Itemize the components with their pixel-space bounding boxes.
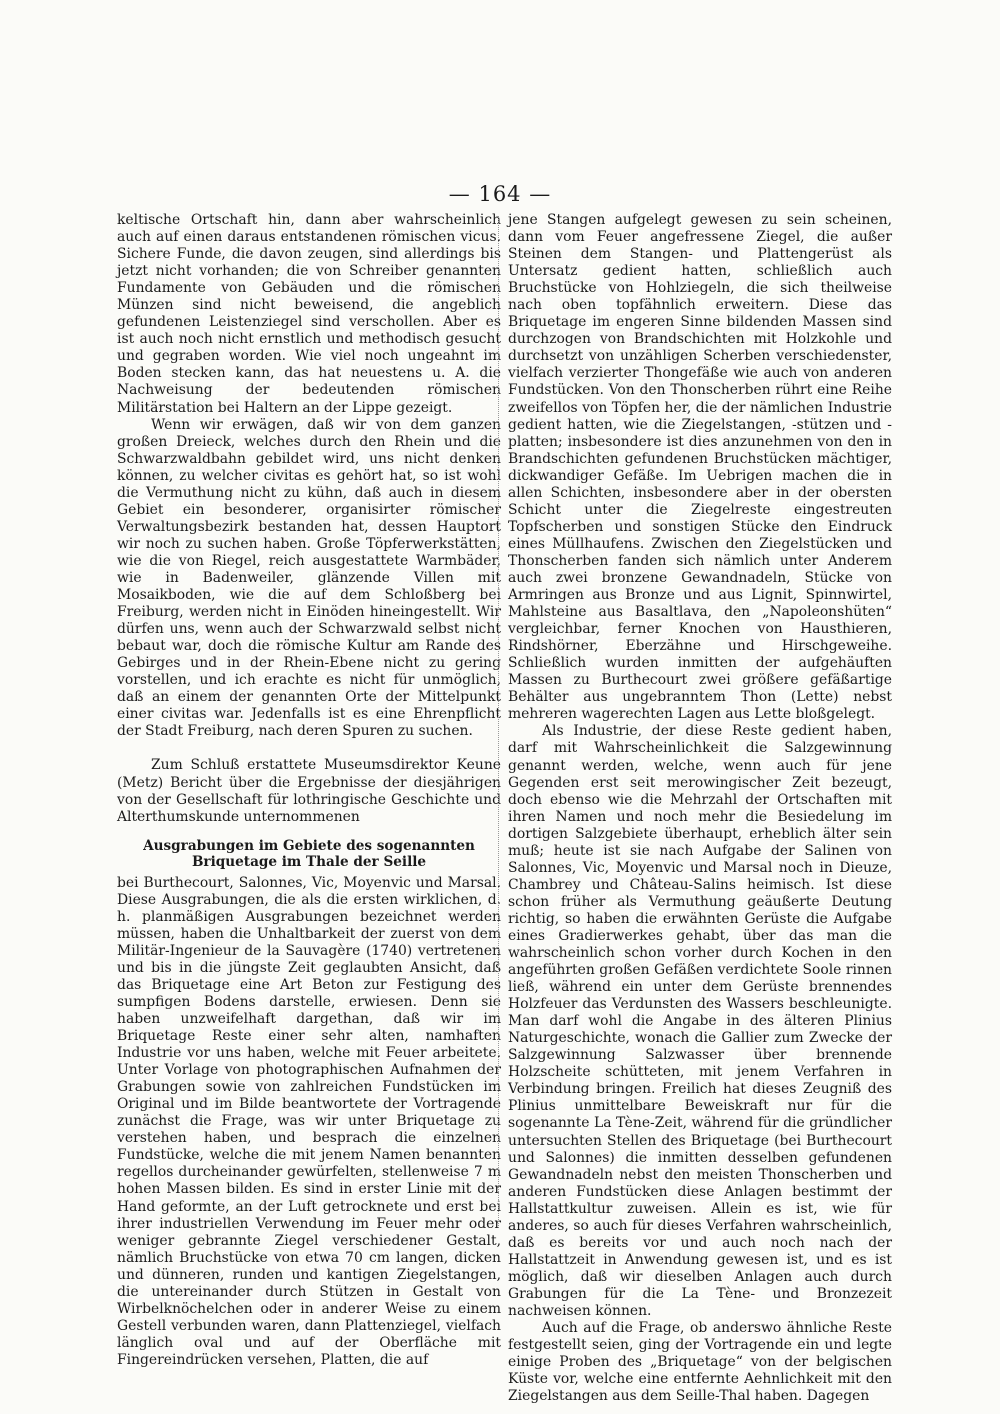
paragraph: Auch auf die Frage, ob anderswo ähnliche Reste festgestellt seien, ging der Vortragende ein und legte einige Proben des „Briquetage“ von der belgischen Küste vor, welche eine entfernte Aehnlichkeit mit den Ziegelstangen aus dem Seille-Thal haben. Dagegen (508, 1320, 892, 1405)
paragraph: Wenn wir erwägen, daß wir von dem ganzen großen Dreieck, welches durch den Rhein und die Schwarzwaldbahn gebildet wird, uns nicht denken können, zu welcher civitas es gehört hat, so ist wohl die Vermuthung nicht zu kühn, daß auch in diesem Gebiet ein besonderer, organisirter römischer Verwaltungsbezirk bestanden hat, dessen Hauptort wir noch zu suchen haben. Große Töpferwerkstätten, wie die von Riegel, reich ausgestattete Warmbäder, wie in Badenweiler, glänzende Villen mit Mosaikboden, wie die auf dem Schloßberg bei Freiburg, werden nicht in Einöden hineingestellt. Wir dürfen uns, wenn auch der Schwarzwald selbst nicht bebaut war, doch die römische Kultur am Rande des Gebirges und in der Rhein-Ebene nicht zu gering vorstellen, und ich erachte es nicht für unmöglich, daß an einem der genannten Orte der Mittelpunkt einer civitas war. Jedenfalls ist es eine Ehrenpflicht der Stadt Freiburg, nach deren Spuren zu suchen. (117, 416, 501, 740)
column-divider (498, 216, 499, 1226)
paragraph: jene Stangen aufgelegt gewesen zu sein scheinen, dann vom Feuer angefressene Ziegel, die außer Steinen dem Stangen- und Plattengerüst als Untersatz gedient hatten, schließlich auch Bruchstücke von Hohlziegeln, die sich theilweise nach oben topfähnlich erweitern. Diese das Briquetage im engeren Sinne bildenden Massen sind durchzogen von Brandschichten mit Holzkohle und durchsetzt von unzähligen Scherben verschiedenster, vielfach verzierter Thongefäße wie auch von anderen Fundstücken. Von den Thonscherben rührt eine Reihe zweifellos von Töpfen her, die der nämlichen Industrie gedient hatten, wie die Ziegelstangen, -stützen und -platten; insbesondere ist dies anzunehmen von den in Brandschichten gefundenen Bruchstücken mächtiger, dickwandiger Gefäße. Im Uebrigen machen die in allen Schichten, insbesondere aber in der obersten Schicht unter die Ziegelreste eingestreuten Topfscherben und sonstigen Stücke den Eindruck eines Müllhaufens. Zwischen den Ziegelstücken und Thonscherben fanden sich nämlich unter Anderem auch zwei bronzene Gewandnadeln, Stücke von Armringen aus Bronze und aus Lignit, Spinnwirtel, Mahlsteine aus Basaltlava, den „Napoleonshüten“ vergleichbar, ferner Knochen von Hausthieren, Rindshörner, Eberzähne und Hirschgeweihe. Schließlich wurden inmitten der aufgehäuften Massen zu Burthecourt zwei größere gefäßartige Behälter aus ungebranntem Thon (Lette) nebst mehreren wagerechten Lagen aus Lette bloßgelegt. (508, 212, 892, 723)
right-column (508, 212, 892, 1405)
section-heading: Ausgrabungen im Gebiete des sogenannten Briquetage im Thale der Seille (143, 837, 475, 871)
paragraph: Als Industrie, der diese Reste gedient haben, darf mit Wahrscheinlichkeit die Salzgewinnung genannt werden, welche, wenn auch für jene Gegenden erst seit merowingischer Zeit bezeugt, doch ebenso wie die Mehrzahl der Ortschaften mit ihren Namen und noch mehr die Besiedelung im dortigen Salzgebiete überhaupt, erheblich älter sein muß; heute ist sie nach Aufgabe der Salinen von Salonnes, Vic, Moyenvic und Marsal noch in Dieuze, Chambrey und Château-Salins heimisch. Ist diese schon früher als Vermuthung geäußerte Deutung richtig, so haben die erwähnten Gerüste die Aufgabe eines Gradierwerkes gehabt, über das man die wahrscheinlich schon vorher durch Kochen in den angeführten großen Gefäßen verdichtete Soole rinnen ließ, während ein unter dem Gerüste brennendes Holzfeuer das Verdunsten des Wassers beschleunigte. Man darf wohl die Angabe in des älteren Plinius Naturgeschichte, wonach die Gallier zum Zwecke der Salzgewinnung Salzwasser über brennende Holzscheite schütteten, mit jenem Verfahren in Verbindung bringen. Freilich hat dieses Zeugniß des Plinius unmittelbare Beweiskraft nur für die sogenannte La Tène-Zeit, während für die gründlicher untersuchten Stellen des Briquetage (bei Burthecourt und Salonnes) die inmitten desselben gefundenen Gewandnadeln nebst den meisten Thonscherben und anderen Fundstücken diese Anlagen bestimmt der Hallstattkultur zuweisen. Allein es ist, wie für anderes, so auch für dieses Verfahren wahrscheinlich, daß es bereits vor und auch noch nach der Hallstattzeit in Anwendung gewesen ist, und es ist möglich, daß wir dieselben Anlagen auch durch Grabungen für die La Tène- und Bronzezeit nachweisen können. (508, 723, 892, 1319)
paragraph: keltische Ortschaft hin, dann aber wahrscheinlich auch auf einen daraus entstandenen römischen vicus. Sichere Funde, die davon zeugen, sind allerdings bis jetzt nicht vorhanden; die von Schreiber genannten Fundamente von Gebäuden und die römischen Münzen sind nicht beweisend, die angeblich gefundenen Leistenziegel sind verschollen. Aber es ist auch noch nicht ernstlich und methodisch gesucht und gegraben worden. Wie viel noch ungeahnt im Boden stecken kann, das hat neuestens u. A. die Nachweisung der bedeutenden römischen Militärstation bei Haltern an der Lippe gezeigt. (117, 212, 501, 416)
paragraph: Zum Schluß erstattete Museumsdirektor Keune (Metz) Bericht über die Ergebnisse der diesjährigen von der Gesellschaft für lothringische Geschichte und Alterthumskunde unternommenen (117, 757, 501, 825)
page-number: — 164 — (448, 182, 552, 206)
paragraph: bei Burthecourt, Salonnes, Vic, Moyenvic und Marsal. Diese Ausgrabungen, die als die ersten wirklichen, d. h. planmäßigen Ausgrabungen bezeichnet werden müssen, haben die Unhaltbarkeit der zuerst von dem Militär-Ingenieur de la Sauvagère (1740) vertretenen und bis in die jüngste Zeit geglaubten Ansicht, daß das Briquetage eine Art Beton zur Festigung des sumpfigen Bodens darstelle, erwiesen. Denn sie haben unzweifelhaft dargethan, daß wir im Briquetage Reste einer sehr alten, namhaften Industrie vor uns haben, welche mit Feuer arbeitete. Unter Vorlage von photographischen Aufnahmen der Grabungen sowie von zahlreichen Fundstücken im Original und im Bilde beantwortete der Vortragende zunächst die Frage, was wir unter Briquetage zu verstehen haben, und besprach die einzelnen Fundstücke, welche die mit jenem Namen benannten regellos durcheinander gewürfelten, stellenweise 7 m hohen Massen bilden. Es sind in erster Linie mit der Hand geformte, an der Luft getrocknete und erst bei ihrer industriellen Verwendung im Feuer mehr oder weniger gebrannte Ziegel verschiedener Gestalt, nämlich Bruchstücke von etwa 70 cm langen, dicken und dünneren, runden und kantigen Ziegelstangen, die untereinander durch Stützen in Gestalt von Wirbelknöchelchen oder in anderer Weise zu einem Gestell verbunden waren, dann Plattenziegel, vielfach länglich oval und auf der Oberfläche mit Fingereindrücken versehen, Platten, die auf (117, 874, 501, 1368)
left-column (117, 212, 501, 1369)
